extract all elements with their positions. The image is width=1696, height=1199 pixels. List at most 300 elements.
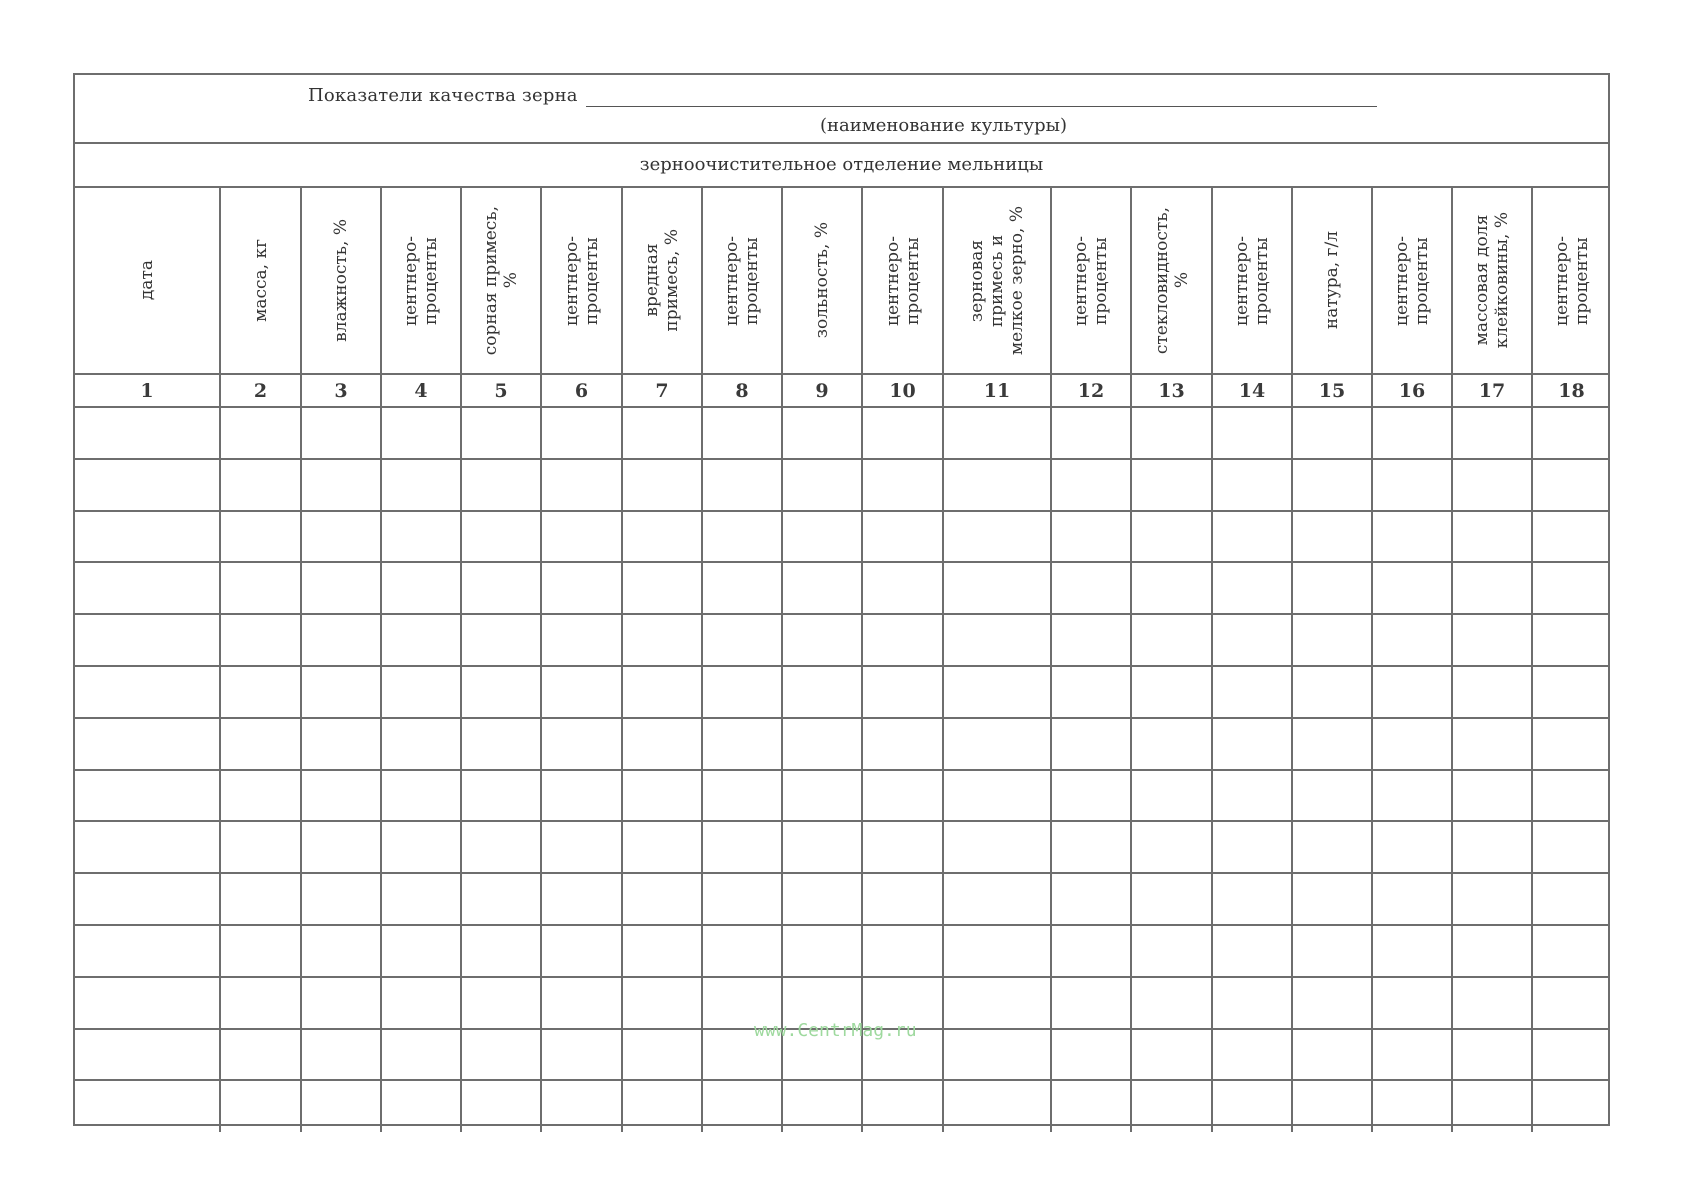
column-header-cell bbox=[220, 188, 301, 374]
empty-cell bbox=[862, 666, 943, 718]
empty-cell bbox=[702, 821, 782, 873]
empty-cell bbox=[1372, 925, 1452, 977]
column-number: 5 bbox=[461, 374, 541, 407]
empty-cell bbox=[461, 873, 541, 925]
empty-cell bbox=[1051, 562, 1131, 614]
empty-cell bbox=[862, 873, 943, 925]
title-block bbox=[75, 75, 1608, 144]
form-title: Показатели качества зерна bbox=[308, 85, 578, 106]
empty-cell bbox=[1452, 1029, 1532, 1081]
empty-cell bbox=[943, 562, 1051, 614]
empty-cell bbox=[1292, 1029, 1372, 1081]
empty-cell bbox=[220, 511, 301, 563]
empty-cell bbox=[381, 666, 461, 718]
empty-cell bbox=[1452, 511, 1532, 563]
empty-cell bbox=[1452, 925, 1532, 977]
empty-cell bbox=[461, 821, 541, 873]
empty-cell bbox=[943, 1029, 1051, 1081]
empty-cell bbox=[75, 562, 220, 614]
empty-cell bbox=[782, 718, 862, 770]
column-header-label: центнеро- проценты bbox=[1232, 235, 1272, 326]
empty-cell bbox=[75, 614, 220, 666]
empty-cell bbox=[1212, 407, 1292, 459]
empty-cell bbox=[381, 614, 461, 666]
empty-cell bbox=[381, 770, 461, 822]
empty-cell bbox=[782, 614, 862, 666]
empty-cell bbox=[301, 873, 381, 925]
column-header-label: центнеро- проценты bbox=[401, 235, 441, 326]
empty-cell bbox=[862, 1080, 943, 1132]
empty-cell bbox=[1212, 1080, 1292, 1132]
empty-cell bbox=[541, 511, 622, 563]
empty-cell bbox=[702, 614, 782, 666]
empty-cell bbox=[220, 666, 301, 718]
empty-cell bbox=[220, 821, 301, 873]
empty-cell bbox=[1131, 1080, 1212, 1132]
empty-cell bbox=[301, 666, 381, 718]
empty-cell bbox=[381, 718, 461, 770]
empty-cell bbox=[1452, 873, 1532, 925]
empty-cell bbox=[1212, 925, 1292, 977]
empty-cell bbox=[1051, 873, 1131, 925]
empty-cell bbox=[1532, 666, 1610, 718]
column-header-label: вредная примесь, % bbox=[642, 229, 682, 332]
empty-cell bbox=[702, 925, 782, 977]
empty-cell bbox=[702, 562, 782, 614]
empty-cell bbox=[541, 562, 622, 614]
column-header-cell bbox=[1372, 188, 1452, 374]
empty-cell bbox=[782, 511, 862, 563]
column-header-label: центнеро- проценты bbox=[561, 235, 602, 326]
empty-cell bbox=[1372, 666, 1452, 718]
empty-cell bbox=[461, 511, 541, 563]
column-number: 13 bbox=[1131, 374, 1212, 407]
empty-cell bbox=[622, 925, 702, 977]
column-header-label: центнеро- проценты bbox=[882, 235, 923, 326]
column-header-label: влажность, % bbox=[331, 219, 351, 342]
empty-cell bbox=[220, 977, 301, 1029]
empty-cell bbox=[1051, 821, 1131, 873]
empty-cell bbox=[541, 1029, 622, 1081]
empty-cell bbox=[461, 770, 541, 822]
column-header-cell bbox=[943, 188, 1051, 374]
department-label: зерноочистительное отделение мельницы bbox=[639, 154, 1044, 175]
empty-cell bbox=[702, 666, 782, 718]
column-header-label: массовая доля клейковины, % bbox=[1472, 212, 1512, 349]
empty-cell bbox=[541, 666, 622, 718]
empty-cell bbox=[75, 407, 220, 459]
column-header-label: центнеро- проценты bbox=[1071, 235, 1111, 326]
empty-cell bbox=[1532, 614, 1610, 666]
empty-cell bbox=[1532, 1080, 1610, 1132]
empty-cell bbox=[1292, 562, 1372, 614]
empty-cell bbox=[862, 562, 943, 614]
table-row bbox=[75, 459, 1610, 511]
empty-cell bbox=[75, 459, 220, 511]
empty-cell bbox=[75, 666, 220, 718]
empty-cell bbox=[1532, 770, 1610, 822]
column-number: 18 bbox=[1532, 374, 1610, 407]
empty-cell bbox=[1452, 562, 1532, 614]
empty-cell bbox=[1212, 562, 1292, 614]
table-row bbox=[75, 925, 1610, 977]
column-number: 16 bbox=[1372, 374, 1452, 407]
empty-cell bbox=[943, 873, 1051, 925]
empty-cell bbox=[1212, 977, 1292, 1029]
empty-cell bbox=[220, 1080, 301, 1132]
column-header-label: натура, г/л bbox=[1322, 231, 1342, 330]
empty-cell bbox=[301, 718, 381, 770]
empty-cell bbox=[1532, 925, 1610, 977]
empty-cell bbox=[622, 718, 702, 770]
table-row bbox=[75, 770, 1610, 822]
empty-cell bbox=[702, 459, 782, 511]
empty-cell bbox=[1452, 977, 1532, 1029]
empty-cell bbox=[220, 1029, 301, 1081]
empty-cell bbox=[461, 459, 541, 511]
empty-cell bbox=[1372, 511, 1452, 563]
table-row bbox=[75, 821, 1610, 873]
empty-cell bbox=[622, 977, 702, 1029]
watermark-text: www.CentrMag.ru bbox=[754, 1020, 917, 1041]
table-row bbox=[75, 511, 1610, 563]
empty-cell bbox=[782, 666, 862, 718]
empty-cell bbox=[1452, 770, 1532, 822]
empty-cell bbox=[1131, 873, 1212, 925]
empty-cell bbox=[461, 925, 541, 977]
empty-cell bbox=[381, 821, 461, 873]
empty-cell bbox=[301, 1029, 381, 1081]
column-number: 10 bbox=[862, 374, 943, 407]
empty-cell bbox=[782, 459, 862, 511]
empty-cell bbox=[1212, 770, 1292, 822]
empty-cell bbox=[1131, 459, 1212, 511]
empty-cell bbox=[1372, 1080, 1452, 1132]
empty-cell bbox=[1131, 407, 1212, 459]
empty-cell bbox=[1051, 925, 1131, 977]
column-number: 4 bbox=[381, 374, 461, 407]
column-header-label: центнеро- проценты bbox=[1551, 235, 1592, 326]
empty-cell bbox=[220, 407, 301, 459]
empty-cell bbox=[782, 925, 862, 977]
empty-cell bbox=[1051, 459, 1131, 511]
empty-cell bbox=[461, 977, 541, 1029]
empty-cell bbox=[862, 770, 943, 822]
empty-cell bbox=[381, 977, 461, 1029]
table-row bbox=[75, 1080, 1610, 1132]
empty-cell bbox=[541, 770, 622, 822]
empty-cell bbox=[943, 821, 1051, 873]
empty-cell bbox=[622, 614, 702, 666]
empty-cell bbox=[1372, 718, 1452, 770]
empty-cell bbox=[1212, 459, 1292, 511]
empty-cell bbox=[1212, 511, 1292, 563]
empty-cell bbox=[702, 407, 782, 459]
column-header-label: дата bbox=[137, 260, 157, 301]
column-header-cell bbox=[862, 188, 943, 374]
empty-cell bbox=[622, 1080, 702, 1132]
empty-cell bbox=[301, 821, 381, 873]
empty-cell bbox=[541, 977, 622, 1029]
empty-cell bbox=[75, 977, 220, 1029]
empty-cell bbox=[1212, 873, 1292, 925]
empty-cell bbox=[782, 562, 862, 614]
empty-cell bbox=[1372, 562, 1452, 614]
empty-cell bbox=[622, 1029, 702, 1081]
empty-cell bbox=[1372, 821, 1452, 873]
empty-cell bbox=[301, 614, 381, 666]
column-number: 3 bbox=[301, 374, 381, 407]
empty-cell bbox=[220, 459, 301, 511]
empty-cell bbox=[782, 1080, 862, 1132]
empty-cell bbox=[1131, 821, 1212, 873]
empty-cell bbox=[1292, 407, 1372, 459]
empty-cell bbox=[541, 459, 622, 511]
empty-cell bbox=[75, 770, 220, 822]
empty-cell bbox=[1372, 770, 1452, 822]
empty-cell bbox=[1212, 718, 1292, 770]
empty-cell bbox=[301, 977, 381, 1029]
empty-cell bbox=[862, 459, 943, 511]
empty-cell bbox=[862, 718, 943, 770]
empty-cell bbox=[782, 821, 862, 873]
empty-cell bbox=[1452, 1080, 1532, 1132]
empty-cell bbox=[220, 718, 301, 770]
empty-cell bbox=[1452, 614, 1532, 666]
empty-cell bbox=[1532, 511, 1610, 563]
empty-cell bbox=[943, 614, 1051, 666]
empty-cell bbox=[541, 1080, 622, 1132]
column-number: 2 bbox=[220, 374, 301, 407]
empty-cell bbox=[1051, 1029, 1131, 1081]
empty-cell bbox=[1051, 770, 1131, 822]
column-header-cell bbox=[541, 188, 622, 374]
column-number: 14 bbox=[1212, 374, 1292, 407]
empty-cell bbox=[1292, 1080, 1372, 1132]
empty-cell bbox=[1131, 718, 1212, 770]
column-number: 6 bbox=[541, 374, 622, 407]
empty-cell bbox=[1292, 925, 1372, 977]
empty-cell bbox=[1292, 459, 1372, 511]
empty-cell bbox=[75, 821, 220, 873]
empty-cell bbox=[1532, 821, 1610, 873]
empty-cell bbox=[1292, 821, 1372, 873]
empty-cell bbox=[461, 718, 541, 770]
empty-cell bbox=[782, 770, 862, 822]
empty-cell bbox=[1372, 459, 1452, 511]
column-header-cell bbox=[622, 188, 702, 374]
empty-cell bbox=[541, 614, 622, 666]
empty-cell bbox=[301, 459, 381, 511]
empty-cell bbox=[381, 925, 461, 977]
empty-cell bbox=[622, 407, 702, 459]
column-number: 9 bbox=[782, 374, 862, 407]
empty-cell bbox=[943, 925, 1051, 977]
table-row bbox=[75, 873, 1610, 925]
column-number: 15 bbox=[1292, 374, 1372, 407]
empty-cell bbox=[1292, 666, 1372, 718]
empty-cell bbox=[220, 770, 301, 822]
empty-cell bbox=[1292, 770, 1372, 822]
empty-cell bbox=[1292, 511, 1372, 563]
column-number-row bbox=[75, 374, 1610, 407]
empty-cell bbox=[1051, 977, 1131, 1029]
empty-cell bbox=[461, 666, 541, 718]
empty-cell bbox=[1292, 614, 1372, 666]
empty-cell bbox=[1372, 407, 1452, 459]
empty-cell bbox=[1532, 718, 1610, 770]
empty-cell bbox=[702, 770, 782, 822]
empty-cell bbox=[622, 459, 702, 511]
empty-cell bbox=[1532, 459, 1610, 511]
column-header-cell bbox=[75, 188, 220, 374]
empty-cell bbox=[381, 562, 461, 614]
empty-cell bbox=[541, 873, 622, 925]
empty-cell bbox=[1452, 821, 1532, 873]
column-header-cell bbox=[1131, 188, 1212, 374]
empty-cell bbox=[702, 511, 782, 563]
empty-cell bbox=[622, 873, 702, 925]
empty-cell bbox=[943, 977, 1051, 1029]
empty-cell bbox=[75, 511, 220, 563]
empty-cell bbox=[943, 1080, 1051, 1132]
column-header-cell bbox=[301, 188, 381, 374]
column-number: 12 bbox=[1051, 374, 1131, 407]
column-number: 11 bbox=[943, 374, 1051, 407]
column-header-cell bbox=[1292, 188, 1372, 374]
column-header-cell bbox=[1452, 188, 1532, 374]
empty-cell bbox=[862, 821, 943, 873]
quality-table bbox=[75, 188, 1610, 1132]
column-header-cell bbox=[1051, 188, 1131, 374]
empty-cell bbox=[1532, 873, 1610, 925]
empty-cell bbox=[1131, 1029, 1212, 1081]
column-number: 17 bbox=[1452, 374, 1532, 407]
empty-cell bbox=[301, 407, 381, 459]
empty-cell bbox=[301, 925, 381, 977]
empty-cell bbox=[1212, 821, 1292, 873]
empty-cell bbox=[782, 407, 862, 459]
department-row bbox=[75, 144, 1608, 188]
empty-cell bbox=[220, 562, 301, 614]
empty-cell bbox=[1532, 407, 1610, 459]
empty-cell bbox=[75, 718, 220, 770]
empty-cell bbox=[381, 459, 461, 511]
empty-cell bbox=[1131, 770, 1212, 822]
empty-cell bbox=[1051, 718, 1131, 770]
empty-cell bbox=[1292, 977, 1372, 1029]
empty-cell bbox=[782, 873, 862, 925]
empty-cell bbox=[1212, 614, 1292, 666]
column-header-label: центнеро- проценты bbox=[1392, 235, 1432, 326]
empty-cell bbox=[461, 407, 541, 459]
empty-cell bbox=[1452, 459, 1532, 511]
empty-cell bbox=[1131, 977, 1212, 1029]
empty-cell bbox=[1131, 925, 1212, 977]
empty-cell bbox=[1372, 614, 1452, 666]
column-header-cell bbox=[702, 188, 782, 374]
empty-cell bbox=[943, 407, 1051, 459]
empty-cell bbox=[220, 614, 301, 666]
empty-cell bbox=[75, 1080, 220, 1132]
empty-cell bbox=[1212, 1029, 1292, 1081]
empty-cell bbox=[1131, 666, 1212, 718]
empty-cell bbox=[1051, 407, 1131, 459]
empty-cell bbox=[622, 511, 702, 563]
empty-cell bbox=[301, 511, 381, 563]
empty-cell bbox=[381, 1080, 461, 1132]
crop-name-blank-line bbox=[586, 106, 1377, 107]
empty-cell bbox=[1051, 1080, 1131, 1132]
column-header-cell bbox=[1532, 188, 1610, 374]
empty-cell bbox=[1051, 614, 1131, 666]
empty-cell bbox=[381, 407, 461, 459]
empty-cell bbox=[862, 511, 943, 563]
empty-cell bbox=[461, 614, 541, 666]
column-header-label: масса, кг bbox=[250, 239, 271, 322]
column-header-label: центнеро- проценты bbox=[722, 235, 762, 326]
column-number: 7 bbox=[622, 374, 702, 407]
empty-cell bbox=[862, 925, 943, 977]
empty-cell bbox=[1372, 1029, 1452, 1081]
empty-cell bbox=[541, 821, 622, 873]
table-row bbox=[75, 666, 1610, 718]
empty-cell bbox=[301, 770, 381, 822]
empty-cell bbox=[702, 873, 782, 925]
table-row bbox=[75, 718, 1610, 770]
empty-cell bbox=[541, 718, 622, 770]
empty-cell bbox=[381, 511, 461, 563]
empty-cell bbox=[381, 1029, 461, 1081]
empty-cell bbox=[862, 614, 943, 666]
crop-name-caption: (наименование культуры) bbox=[820, 115, 1067, 136]
column-header-cell bbox=[782, 188, 862, 374]
empty-cell bbox=[1131, 614, 1212, 666]
empty-cell bbox=[1372, 977, 1452, 1029]
empty-cell bbox=[943, 666, 1051, 718]
empty-cell bbox=[75, 873, 220, 925]
empty-cell bbox=[702, 718, 782, 770]
empty-cell bbox=[622, 562, 702, 614]
empty-cell bbox=[1292, 873, 1372, 925]
empty-cell bbox=[1051, 511, 1131, 563]
column-header-label: стекловидность, % bbox=[1151, 206, 1192, 355]
empty-cell bbox=[1292, 718, 1372, 770]
column-number: 8 bbox=[702, 374, 782, 407]
empty-cell bbox=[75, 925, 220, 977]
empty-cell bbox=[943, 459, 1051, 511]
empty-cell bbox=[1452, 407, 1532, 459]
empty-cell bbox=[461, 1080, 541, 1132]
empty-cell bbox=[75, 1029, 220, 1081]
header-row bbox=[75, 188, 1610, 374]
table-row bbox=[75, 614, 1610, 666]
empty-cell bbox=[1051, 666, 1131, 718]
empty-cell bbox=[301, 1080, 381, 1132]
table-row bbox=[75, 562, 1610, 614]
empty-cell bbox=[381, 873, 461, 925]
empty-cell bbox=[541, 925, 622, 977]
empty-cell bbox=[862, 407, 943, 459]
empty-cell bbox=[461, 1029, 541, 1081]
empty-cell bbox=[622, 666, 702, 718]
column-number: 1 bbox=[75, 374, 220, 407]
empty-cell bbox=[1532, 1029, 1610, 1081]
empty-cell bbox=[461, 562, 541, 614]
empty-cell bbox=[1532, 562, 1610, 614]
empty-cell bbox=[1131, 511, 1212, 563]
empty-cell bbox=[702, 1080, 782, 1132]
